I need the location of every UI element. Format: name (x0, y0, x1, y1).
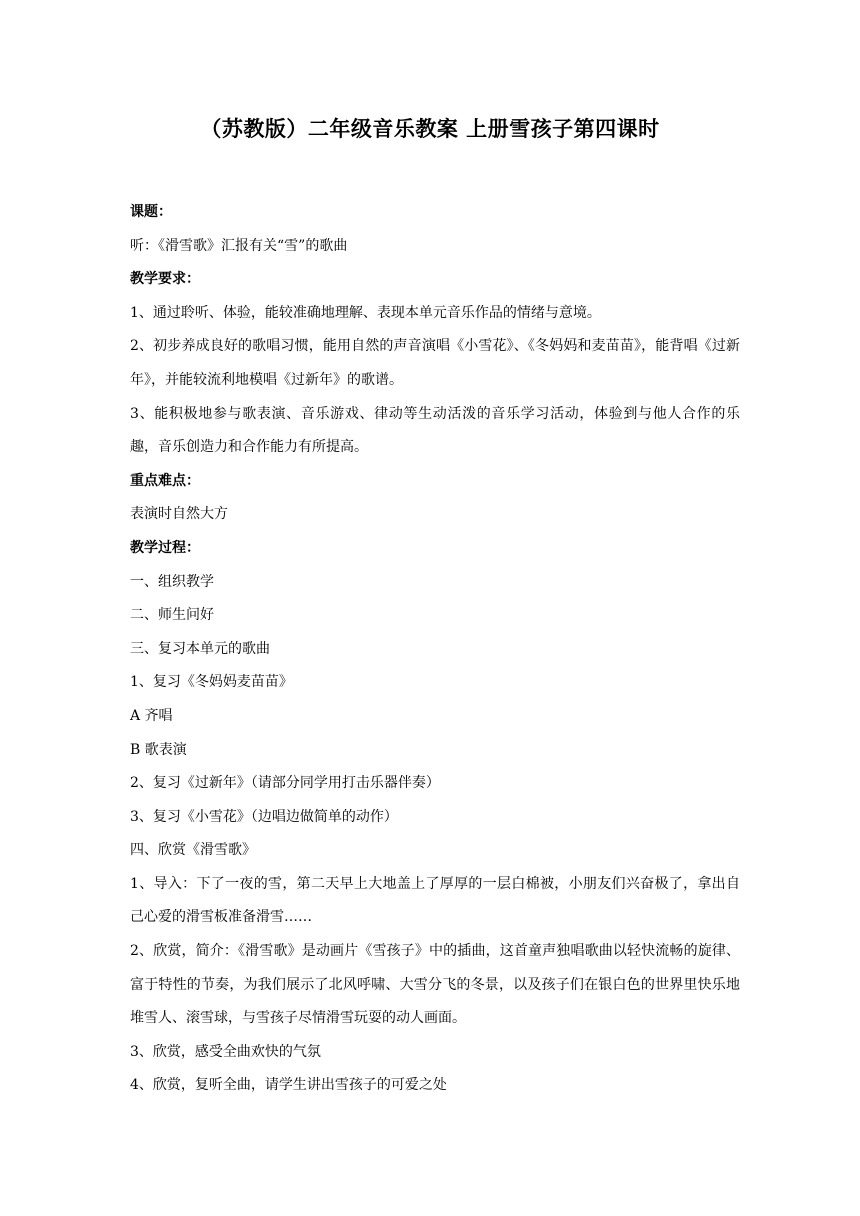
paragraph: 2、欣赏，简介：《滑雪歌》是动画片《雪孩子》中的插曲，这首童声独唱歌曲以轻快流畅的旋律、富于特性的节奏，为我们展示了北风呼啸、大雪分飞的冬景，以及孩子们在银白色的世界里快乐地堆雪人、滚雪球，与雪孩子尽情滑雪玩耍的动人画面。 (130, 943, 740, 1027)
paragraph: 二、师生问好 (130, 607, 214, 624)
paragraph: 2、初步养成良好的歌唱习惯，能用自然的声音演唱《小雪花》、《冬妈妈和麦苗苗》，能背唱《过新年》，并能较流利地模唱《过新年》的歌谱。 (130, 338, 740, 388)
section-heading-requirements: 教学要求： (130, 271, 200, 288)
paragraph: A 齐唱 (130, 707, 173, 724)
section-heading-process: 教学过程： (130, 539, 200, 556)
paragraph: 听：《滑雪歌》汇报有关“雪”的歌曲 (130, 237, 348, 254)
paragraph: 3、能积极地参与歌表演、音乐游戏、律动等生动活泼的音乐学习活动，体验到与他人合作的乐趣，音乐创造力和合作能力有所提高。 (130, 405, 740, 456)
paragraph: 表演时自然大方 (130, 506, 228, 523)
paragraph: 3、复习《小雪花》（边唱边做简单的动作） (130, 808, 398, 825)
paragraph: 4、欣赏，复听全曲，请学生讲出雪孩子的可爱之处 (130, 1077, 447, 1094)
paragraph: 三、复习本单元的歌曲 (130, 640, 270, 657)
paragraph: B 歌表演 (130, 741, 187, 758)
paragraph: 四、欣赏《滑雪歌》 (130, 842, 256, 859)
document-body (130, 196, 740, 1103)
paragraph: 1、复习《冬妈妈麦苗苗》 (130, 674, 293, 691)
paragraph: 一、组织教学 (130, 573, 214, 590)
paragraph: 2、复习《过新年》（请部分同学用打击乐器伴奏） (130, 775, 440, 792)
paragraph: 1、通过聆听、体验，能较准确地理解、表现本单元音乐作品的情绪与意境。 (130, 304, 601, 321)
section-heading-key-points: 重点难点： (130, 472, 200, 489)
document-title: （苏教版）二年级音乐教案 上册雪孩子第四课时 (200, 116, 660, 141)
paragraph: 1、导入：下了一夜的雪，第二天早上大地盖上了厚厚的一层白棉被，小朋友们兴奋极了，拿出自己心爱的滑雪板准备滑雪…… (130, 875, 740, 926)
paragraph: 3、欣赏，感受全曲欢快的气氛 (130, 1043, 321, 1060)
section-heading-topic: 课题： (130, 204, 172, 220)
